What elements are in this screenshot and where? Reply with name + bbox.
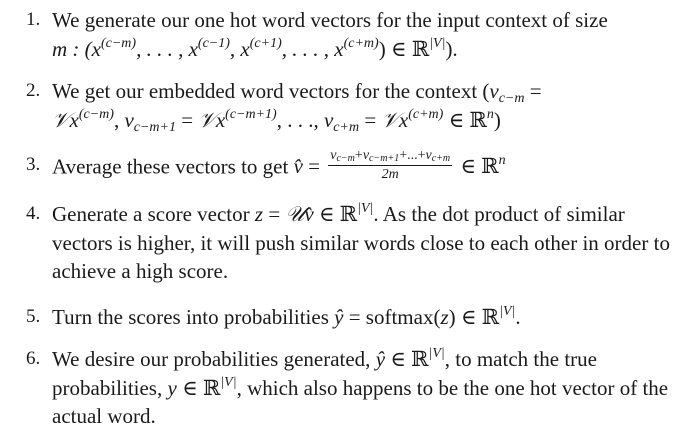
list-item: [0, 200, 693, 286]
step-text: We get our embedded word vectors for the context (: [52, 79, 490, 103]
list-item: [0, 77, 693, 134]
math-expression: ŷ ∈ ℝ$^{|V|}$: [375, 346, 445, 371]
step-text: , which also happens to be the one hot vector of the actual word.: [52, 375, 669, 428]
list-item: [0, 303, 693, 332]
list-item: [0, 148, 693, 186]
math-expression: ŷ = softmax(z) ∈ ℝ$^{|V|}$.: [334, 303, 521, 329]
step-number: 5.: [26, 305, 41, 327]
math-expression: y ∈ ℝ$^{|V|}$: [167, 374, 237, 400]
step-text: , to match the true probabilities,: [52, 347, 597, 400]
list-item: [0, 345, 693, 431]
step-text: . As the dot product of similar vectors is higher, it will push similar words close to each other in order to achieve a high score.: [52, 202, 670, 283]
step-text: We desire our probabilities generated,: [52, 347, 376, 371]
step-text: Average these vectors to get: [52, 154, 294, 179]
step-text: We generate our one hot word vectors for the input context of size: [52, 8, 608, 32]
algorithm-steps-list: [0, 6, 693, 431]
step-number: 3.: [26, 154, 41, 175]
fraction: $\frac{v_{c-m}+v_{c-m+1}+...+v_{c+m}}{2m}$: [330, 148, 451, 182]
step-number: 6.: [26, 348, 41, 369]
step-number: 2.: [26, 80, 41, 101]
step-number: 1.: [26, 9, 41, 30]
step-number: 4.: [26, 203, 41, 224]
math-expression: v̂ = $\frac{v_{c-m}+v_{c-m+1}+...+v_{c+m}}{2m}$ ∈ ℝ$^n$: [293, 148, 506, 182]
math-expression: z = 𝒰v̂ ∈ ℝ$^{|V|}$: [254, 201, 374, 226]
math-expression: $v_{c-m}$ = 𝒱x$^{(c-m)}$, $v_{c-m+1}$ = 𝒱x$^{(c-m+1)}$, . . ., $v_{c+m}$ = 𝒱x$^{(c+m)}$ ∈ ℝ$^n$): [52, 79, 542, 135]
math-expression: m : ($x^{(c-m)}$, . . . , $x^{(c-1)}$, $x^{(c+1)}$, . . . , $x^{(c+m)}$) ∈ ℝ$^{|V|}$).: [52, 35, 458, 61]
step-text: Turn the scores into probabilities: [52, 304, 335, 329]
step-text: Generate a score vector: [52, 202, 255, 226]
list-item: [0, 6, 693, 63]
